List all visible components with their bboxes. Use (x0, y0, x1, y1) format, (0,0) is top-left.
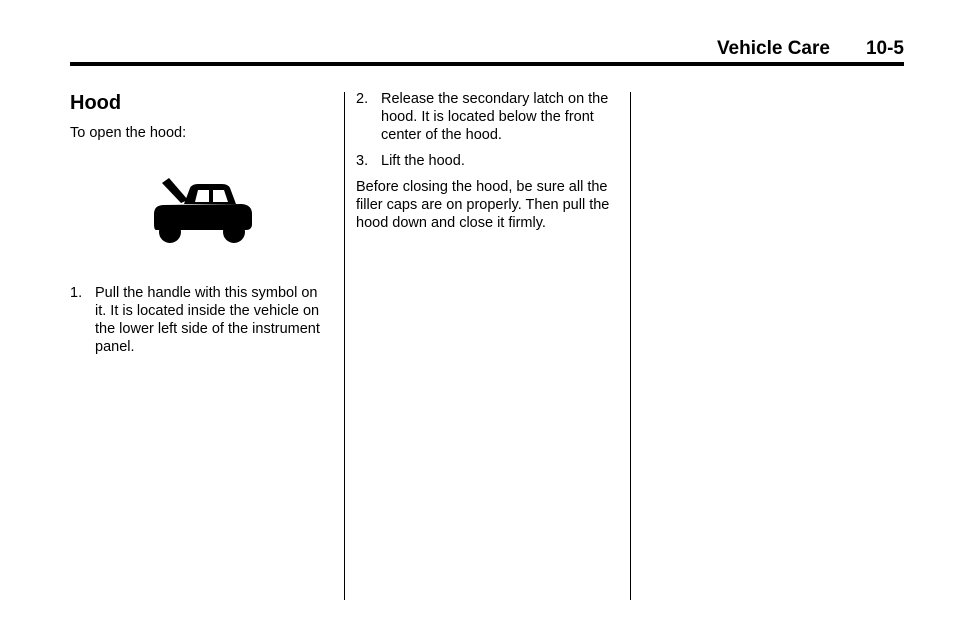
hood-closing-text: Before closing the hood, be sure all the filler caps are on properly. Then pull the hood down and close it firmly. (356, 179, 610, 231)
page-number: 10-5 (865, 38, 904, 59)
hood-icon-container (70, 172, 332, 268)
hood-steps-list-a (70, 284, 332, 356)
step-number: 2. (356, 91, 369, 107)
column-middle (356, 90, 618, 240)
step-text: Lift the hood. (381, 153, 465, 169)
step-text: Pull the handle with this symbol on it. It is located inside the vehicle on the lower left side of the instrument panel. (95, 285, 320, 355)
page-header (70, 38, 904, 62)
step-number: 1. (70, 285, 83, 301)
step-text: Release the secondary latch on the hood. It is located below the front center of the hood. (381, 91, 609, 143)
list-item (356, 90, 618, 144)
column-divider (630, 92, 631, 600)
step-number: 3. (356, 153, 369, 169)
list-item (70, 284, 332, 356)
section-title: Vehicle Care (716, 38, 830, 59)
column-left (70, 90, 332, 364)
list-item (356, 152, 618, 170)
hood-heading: Hood (70, 92, 122, 114)
header-rule (70, 62, 904, 66)
hood-release-icon (148, 172, 254, 246)
column-divider (344, 92, 345, 600)
hood-steps-list-b (356, 90, 618, 170)
hood-intro: To open the hood: (70, 125, 187, 141)
